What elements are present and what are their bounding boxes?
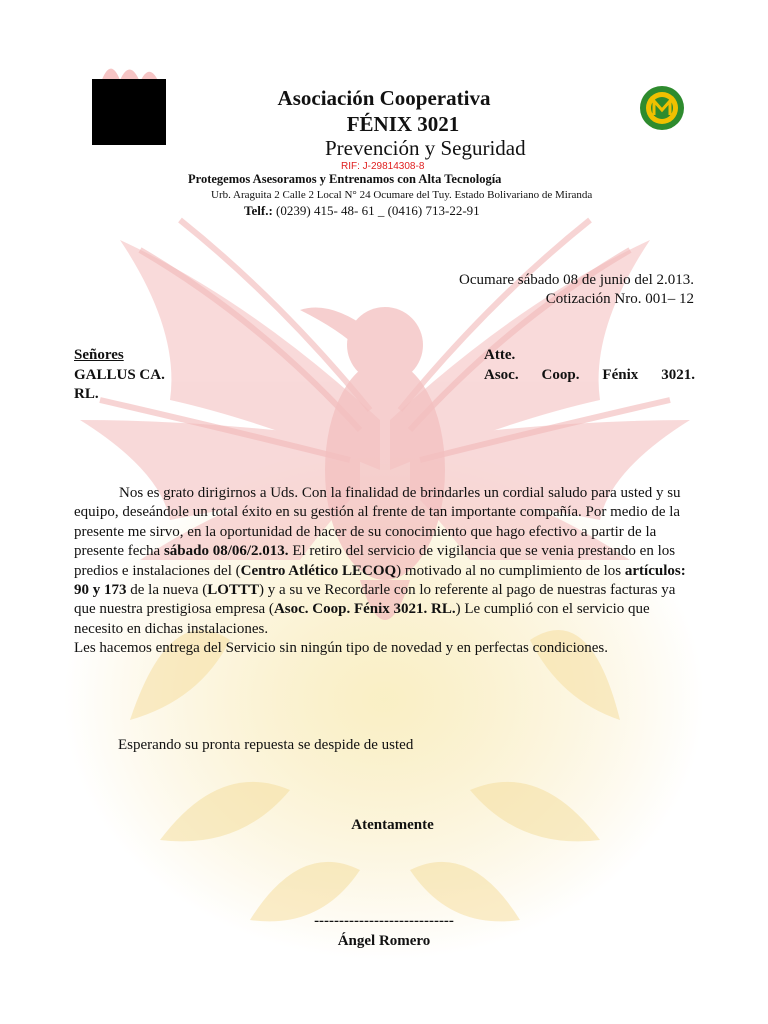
attention-name — [484, 367, 695, 384]
body-text-run: de la nueva ( — [126, 582, 208, 599]
org-tagline: Prevención y Seguridad — [325, 136, 526, 160]
attention-word: 3021. — [661, 367, 695, 383]
org-address: Urb. Araguita 2 Calle 2 Local N° 24 Ocumare del Tuy. Estado Bolivariano de Miranda — [211, 189, 593, 201]
attention-label: Atte. — [484, 347, 516, 363]
body-text-run: ) y a su ve Recordarle con lo referente al pago de nuestras facturas ya que nuestra prestigiosa empresa ( — [74, 582, 676, 618]
attention-word: Coop. — [541, 367, 580, 383]
salutation: Atentamente — [351, 817, 434, 833]
body-paragraph-2: Les hacemos entrega del Servicio sin ningún tipo de novedad y en perfectas condiciones. — [74, 640, 608, 657]
recipient-name-line1: GALLUS CA. — [74, 367, 165, 383]
body-bold-law: LOTTT — [207, 582, 259, 599]
org-phone — [244, 203, 480, 219]
recipient-label: Señores — [74, 347, 124, 363]
attention-word: Asoc. — [484, 367, 519, 383]
org-rif: RIF: J-29814308-8 — [341, 161, 425, 172]
phone-label: Telf.: — [244, 203, 273, 218]
body-text-run: ) motivado al no cumplimiento de los — [396, 562, 625, 579]
recipient-name-line2: RL. — [74, 386, 99, 402]
date-line: Ocumare sábado 08 de junio del 2.013. — [459, 272, 694, 288]
fenix-logo-icon — [639, 85, 685, 131]
attention-word: Fénix — [602, 367, 639, 383]
body-text-run: ) Le cumplió con el servicio que necesito en dichas instalaciones. — [74, 601, 650, 637]
body-bold-company: Asoc. Coop. Fénix 3021. RL. — [273, 601, 456, 618]
closing-line: Esperando su pronta repuesta se despide de usted — [118, 737, 414, 753]
org-slogan: Protegemos Asesoramos y Entrenamos con Alta Tecnología — [188, 172, 502, 186]
org-name: FÉNIX 3021 — [346, 112, 460, 136]
body-text-run: El retiro del servicio de vigilancia que se venia prestando en los predios e instalaciones del ( — [74, 543, 676, 579]
letter-body — [74, 484, 696, 659]
phone-numbers: (0239) 415- 48- 61 _ (0416) 713-22-91 — [276, 203, 480, 218]
body-bold-date: sábado 08/06/2.013. — [163, 543, 289, 560]
signer-name: Ángel Romero — [337, 933, 431, 949]
org-title: Asociación Cooperativa — [277, 86, 491, 110]
quote-number: Cotización Nro. 001– 12 — [545, 291, 694, 307]
signature-line: ---------------------------- — [314, 913, 454, 929]
body-bold-venue: Centro Atlético LECOQ — [240, 562, 397, 579]
body-paragraph-1 — [74, 484, 696, 639]
body-bold-articles: artículos: 90 y 173 — [74, 562, 686, 599]
body-text-run: Nos es grato dirigirnos a Uds. Con la finalidad de brindarles un cordial saludo para usted y su equipo, deseándole un total éxito en su gestión al frente de tan importante compañía. Por medio de la presente me sirvo, en la oportunidad de hacer de su conocimiento que hago efectivo a partir de la presente fecha — [74, 485, 681, 560]
